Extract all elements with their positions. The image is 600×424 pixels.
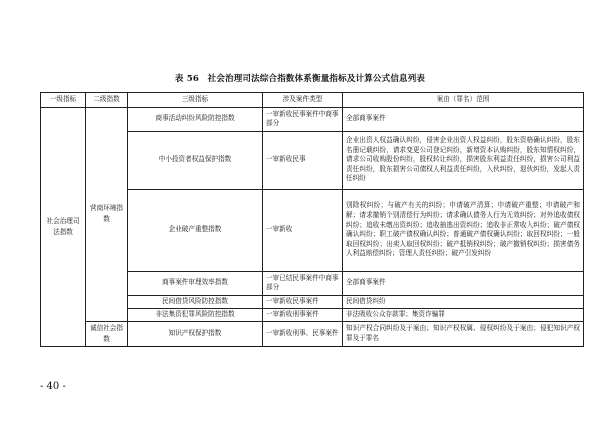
header-case-type: 涉及案件类型	[263, 93, 343, 108]
level1-cell: 社会治理司法指数	[41, 107, 86, 346]
scope-cell: 别除权纠纷；与破产有关的纠纷；申请破产清算；申请破产重整；申请破产和解；请求撤销个别清偿行为纠纷；请求确认债务人行为无效纠纷；对外追收债权纠纷；追收未缴出资纠纷；追收抽逃出资纠纷；追收非正常收入纠纷；破产债权确认纠纷；职工破产债权确认纠纷；普通破产债权确认纠纷；取回权纠纷；一般取回权纠纷；出卖人取回权纠纷；破产抵销权纠纷；破产撤销权纠纷；损害债务人利益赔偿纠纷；管理人责任纠纷；破产引发纠纷	[343, 189, 584, 271]
indicator-cell: 企业破产重整指数	[128, 189, 263, 271]
page-number: - 40 -	[40, 381, 66, 392]
indicator-cell: 商事案件审理效率指数	[128, 271, 263, 295]
case-type-cell: 一审新收民事案件	[263, 295, 343, 308]
indicator-cell: 商事活动纠纷风险防控指数	[128, 107, 263, 131]
case-type-cell: 一审新收刑事、民事案件	[263, 321, 343, 346]
header-level3: 三级指标	[128, 93, 263, 108]
case-type-cell: 一审已结民事案件中商事部分	[263, 271, 343, 295]
scope-cell: 全部商事案件	[343, 271, 584, 295]
scope-cell: 知识产权合同纠纷及于案由；知识产权权属、侵权纠纷及于案由；侵犯知识产权罪及于罪名	[343, 321, 584, 346]
indicator-cell: 非法集资犯罪风险防控指数	[128, 308, 263, 321]
level2-cell-integrity: 诚信社会指数	[86, 321, 128, 346]
indicator-cell: 中小投资者权益保护指数	[128, 131, 263, 189]
indicator-table	[40, 92, 584, 347]
case-type-cell: 一审新收民事	[263, 131, 343, 189]
scope-cell: 民间借贷纠纷	[343, 295, 584, 308]
case-type-cell: 一审新收	[263, 189, 343, 271]
table-row	[41, 107, 584, 131]
scope-cell: 非法吸收公众存款罪；集资诈骗罪	[343, 308, 584, 321]
header-level2: 二级指数	[86, 93, 128, 108]
indicator-cell: 民间借贷风险防控指数	[128, 295, 263, 308]
scope-cell: 全部商事案件	[343, 107, 584, 131]
table-header-row	[41, 93, 584, 108]
level2-cell-business: 营商环境指数	[86, 107, 128, 321]
table-caption: 表 56 社会治理司法综合指数体系衡量指标及计算公式信息列表	[174, 74, 426, 84]
case-type-cell: 一审新收民事案件中商事部分	[263, 107, 343, 131]
case-type-cell: 一审新收刑事案件	[263, 308, 343, 321]
scope-cell: 企业出资人权益确认纠纷，侵害企业出资人权益纠纷，股东资格确认纠纷，股东名册记载纠纷，请求变更公司登记纠纷，新增资本认购纠纷，股东知情权纠纷，请求公司收购股份纠纷，股权转让纠纷，损害股东利益责任纠纷，损害公司利益责任纠纷，股东损害公司债权人利益责任纠纷，入伙纠纷，退伙纠纷，发起人责任纠纷	[343, 131, 584, 189]
header-scope: 案由（罪名）范围	[343, 93, 584, 108]
indicator-cell: 知识产权保护指数	[128, 321, 263, 346]
table-row	[41, 321, 584, 346]
header-level1: 一级指标	[41, 93, 86, 108]
